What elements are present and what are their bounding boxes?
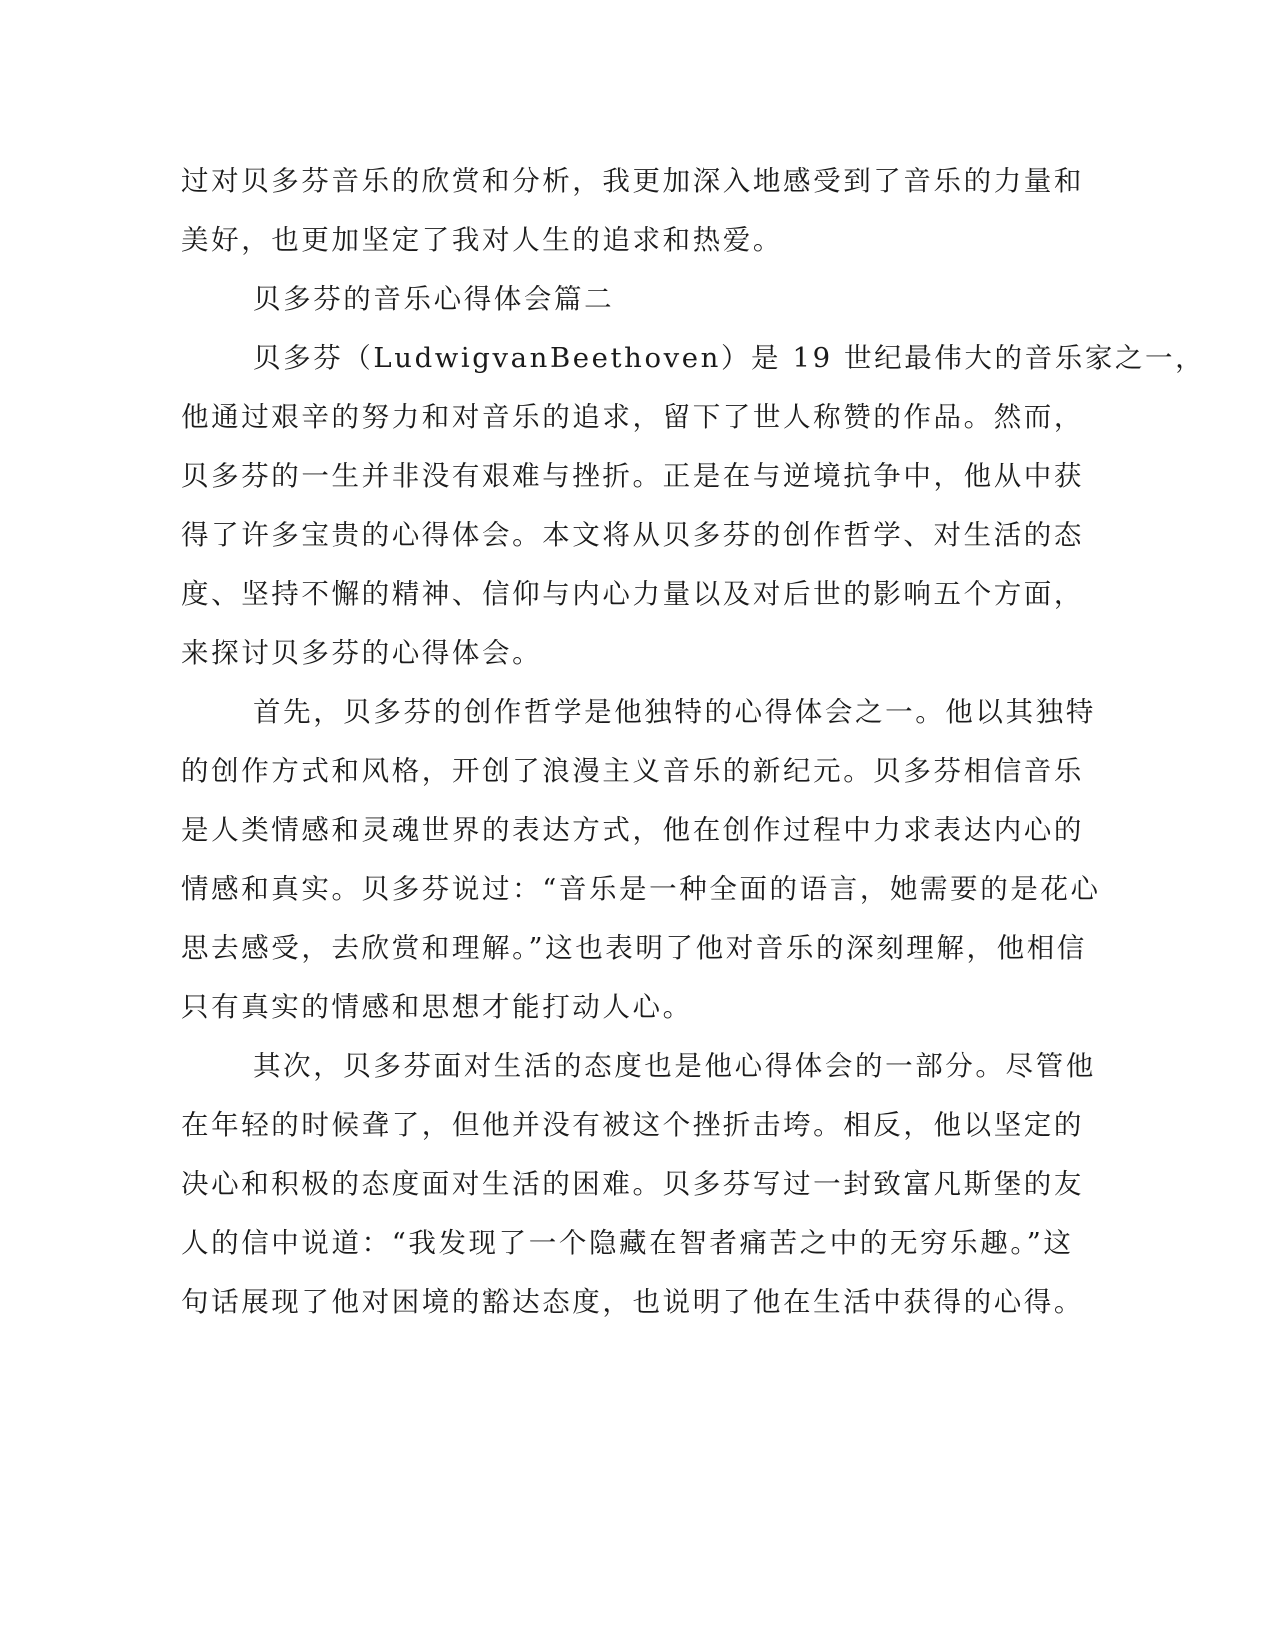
text-line: 度、坚持不懈的精神、信仰与内心力量以及对后世的影响五个方面， bbox=[181, 578, 1084, 610]
text-line: 只有真实的情感和思想才能打动人心。 bbox=[181, 991, 693, 1023]
text-line: 得了许多宝贵的心得体会。本文将从贝多芬的创作哲学、对生活的态 bbox=[181, 519, 1084, 551]
text-line: 他通过艰辛的努力和对音乐的追求，留下了世人称赞的作品。然而， bbox=[181, 401, 1084, 433]
text-line: 在年轻的时候聋了，但他并没有被这个挫折击垮。相反，他以坚定的 bbox=[181, 1109, 1084, 1141]
text-line: 美好，也更加坚定了我对人生的追求和热爱。 bbox=[181, 224, 783, 256]
text-line: 句话展现了他对困境的豁达态度，也说明了他在生活中获得的心得。 bbox=[181, 1286, 1084, 1318]
text-line: 情感和真实。贝多芬说过：“音乐是一种全面的语言，她需要的是花心 bbox=[181, 873, 1101, 905]
text-line: 其次，贝多芬面对生活的态度也是他心得体会的一部分。尽管他 bbox=[253, 1050, 1096, 1082]
text-line: 贝多芬（LudwigvanBeethoven）是 19 世纪最伟大的音乐家之一， bbox=[253, 342, 1206, 374]
text-line: 首先，贝多芬的创作哲学是他独特的心得体会之一。他以其独特 bbox=[253, 696, 1096, 728]
text-line: 人的信中说道：“我发现了一个隐藏在智者痛苦之中的无穷乐趣。”这 bbox=[181, 1227, 1074, 1259]
section-heading: 贝多芬的音乐心得体会篇二 bbox=[253, 283, 615, 315]
text-line: 过对贝多芬音乐的欣赏和分析，我更加深入地感受到了音乐的力量和 bbox=[181, 165, 1084, 197]
text-line: 思去感受，去欣赏和理解。”这也表明了他对音乐的深刻理解，他相信 bbox=[181, 932, 1087, 964]
text-line: 是人类情感和灵魂世界的表达方式，他在创作过程中力求表达内心的 bbox=[181, 814, 1084, 846]
text-line: 贝多芬的一生并非没有艰难与挫折。正是在与逆境抗争中，他从中获 bbox=[181, 460, 1084, 492]
text-line: 决心和积极的态度面对生活的困难。贝多芬写过一封致富凡斯堡的友 bbox=[181, 1168, 1084, 1200]
text-line: 的创作方式和风格，开创了浪漫主义音乐的新纪元。贝多芬相信音乐 bbox=[181, 755, 1084, 787]
text-line: 来探讨贝多芬的心得体会。 bbox=[181, 637, 543, 669]
